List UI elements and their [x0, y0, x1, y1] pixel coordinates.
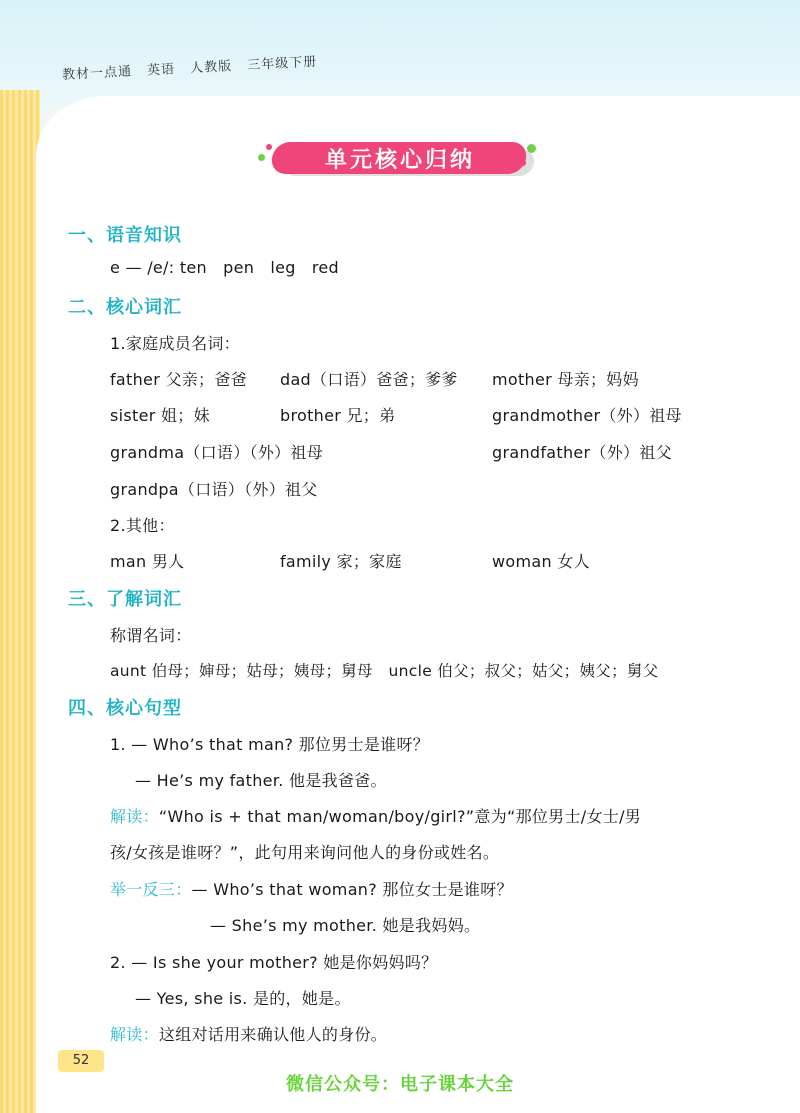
vocab-subtitle-other: 2.其他：: [110, 516, 175, 535]
sentence2-question: 2. — Is she your mother? 她是你妈妈吗？: [110, 953, 438, 972]
title-banner: [262, 138, 538, 178]
vocab-brother: brother 兄；弟: [280, 406, 396, 425]
footer-watermark: 微信公众号：电子课本大全: [286, 1074, 514, 1095]
section-title-core-vocab: 二、核心词汇: [68, 297, 182, 318]
extra-vocab-line: aunt 伯母；婶母；姑母；姨母；舅母 uncle 伯父；叔父；姑父；姨父；舅父: [110, 662, 659, 680]
practice-label: 举一反三：: [110, 880, 192, 899]
practice-answer: — She’s my mother. 她是我妈妈。: [210, 916, 481, 935]
vocab-man: man 男人: [110, 552, 185, 571]
sentence1-answer: — He’s my father. 他是我爸爸。: [135, 771, 387, 790]
practice-question: — Who’s that woman? 那位女士是谁呀？: [191, 880, 513, 899]
section-title-phonics: 一、语音知识: [68, 225, 182, 246]
book-spine: [0, 90, 40, 1113]
vocab-family: family 家；家庭: [280, 552, 402, 571]
explanation1-text-a: “Who is + that man/woman/boy/girl?”意为“那位男士/女士/男: [158, 807, 642, 826]
extra-vocab-subtitle: 称谓名词：: [110, 626, 192, 645]
header-edition: 人教版: [189, 59, 233, 77]
vocab-father: father 父亲；爸爸: [110, 370, 247, 389]
dot-right-pink: [520, 160, 526, 166]
vocab-grandma: grandma（口语）（外）祖母: [110, 443, 324, 462]
vocab-sister: sister 姐；妹: [110, 406, 210, 425]
phonics-line: e — /e/: ten pen leg red: [110, 258, 339, 277]
vocab-dad: dad（口语）爸爸；爹爹: [280, 370, 458, 389]
vocab-grandmother: grandmother（外）祖母: [492, 406, 682, 425]
sentence1-question: 1. — Who’s that man? 那位男士是谁呀？: [110, 735, 430, 754]
practice-question-line: [110, 877, 513, 900]
explanation1-line2: 孩/女孩是谁呀？”，此句用来询问他人的身份或姓名。: [110, 843, 500, 862]
header-subject: 英语: [146, 62, 176, 79]
sentence2-answer: — Yes, she is. 是的，她是。: [135, 989, 351, 1008]
section-title-extra-vocab: 三、了解词汇: [68, 589, 182, 610]
section-title-sentences: 四、核心句型: [68, 698, 182, 719]
dot-left-green: [258, 154, 265, 161]
explanation2-text: 这组对话用来确认他人的身份。: [158, 1025, 388, 1044]
page-number: 52: [58, 1050, 104, 1072]
header-grade: 三年级下册: [246, 54, 318, 74]
explanation2-label: 解读：: [110, 1025, 159, 1044]
vocab-woman: woman 女人: [492, 552, 590, 571]
dot-left-pink: [266, 144, 272, 150]
vocab-grandfather: grandfather（外）祖父: [492, 443, 672, 462]
explanation1-line1: [110, 804, 641, 827]
vocab-subtitle-family: 1.家庭成员名词：: [110, 334, 240, 353]
banner-title: 单元核心归纳: [324, 148, 475, 173]
explanation-label: 解读：: [110, 807, 159, 826]
explanation2-line: [110, 1022, 387, 1045]
vocab-grandpa: grandpa（口语）（外）祖父: [110, 480, 318, 499]
vocab-mother: mother 母亲；妈妈: [492, 370, 639, 389]
header-book: 教材一点通: [61, 64, 133, 83]
dot-right-green: [527, 144, 536, 153]
